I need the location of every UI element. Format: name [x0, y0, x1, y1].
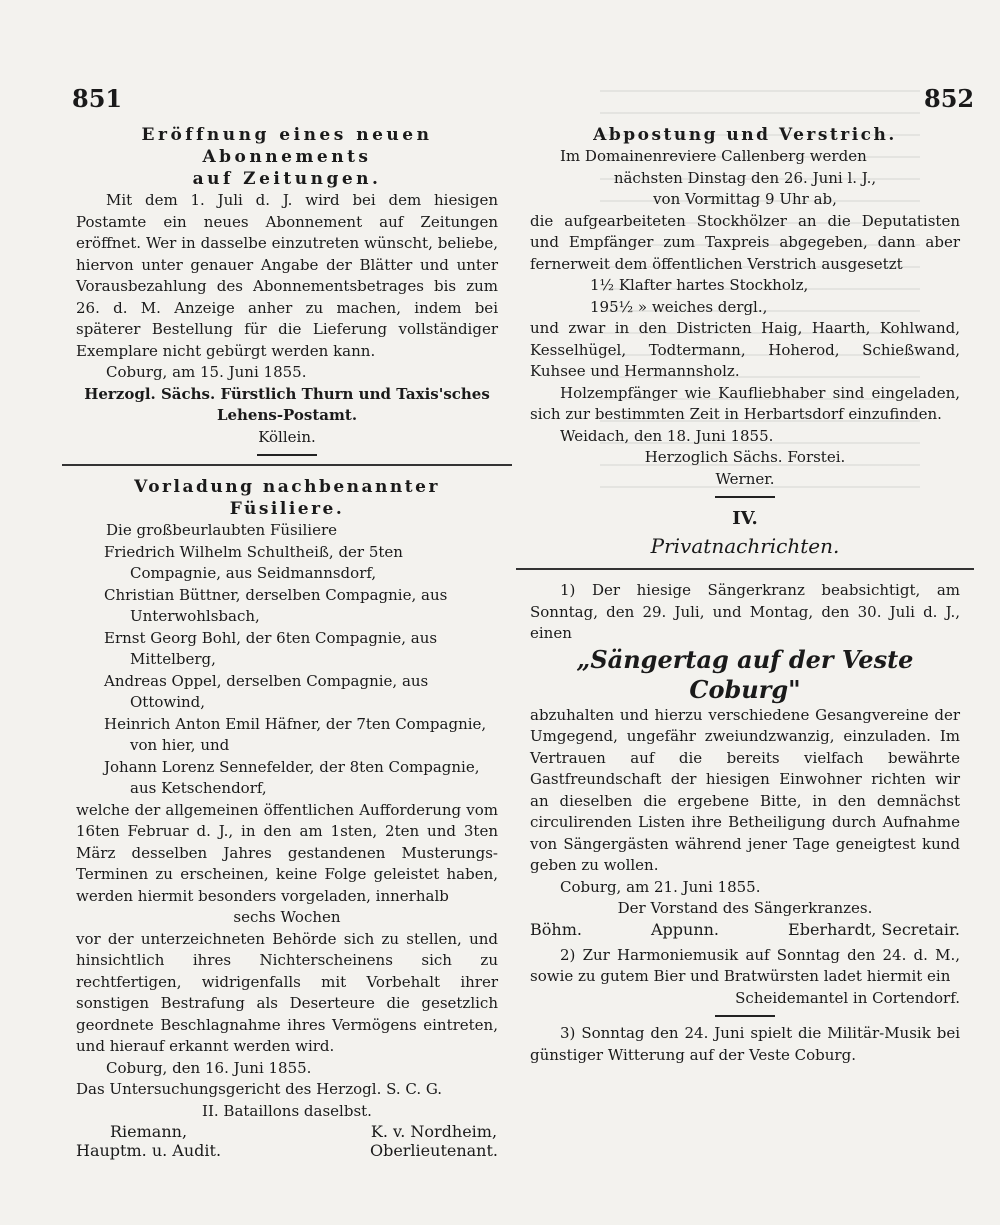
signature-right-title: Oberlieutenant. [369, 1141, 498, 1160]
summons-person: Johann Lorenz Sennefelder, der 8ten Compagnie, aus Ketschendorf, [104, 757, 480, 797]
divider-full [516, 568, 974, 570]
summons-signatures [76, 1122, 498, 1160]
summons-person: Ernst Georg Bohl, der 6ten Compagnie, aus Mittelberg, [104, 628, 438, 668]
summons-person: Friedrich Wilhelm Schultheiß, der 5ten Compagnie, aus Seidmannsdorf, [104, 542, 403, 582]
auction-date: Weidach, den 18. Juni 1855. [560, 426, 774, 445]
auction-body2: und zwar in den Districten Haig, Haarth, Kohlwand, Kesselhügel, Todtermann, Hoherod, Schießwand, Kuhsee und Hermannsholz. [530, 319, 960, 380]
notice-body: Mit dem 1. Juli d. J. wird bei dem hiesigen Postamte ein neues Abonnement auf Zeitungen eröffnet. Wer in dasselbe einzutreten wünscht, beliebe, hiervon unter genauer Angabe der Blätter und unter Vorausbezahlung des Abonnementsbetrages bis zum 26. d. M. Anzeige anher zu machen, indem bei späterer Bestellung für die Lieferung vollständiger Exemplare nicht gebürgt werden kann. [76, 191, 498, 360]
page-number-left: 851 [72, 84, 123, 113]
notice-title-line1: Eröffnung eines neuen Abonnements [141, 125, 433, 167]
summons-weeks: sechs Wochen [233, 908, 341, 926]
signature-right [370, 1122, 498, 1160]
section-title: Privatnachrichten. [650, 534, 840, 558]
divider-short [715, 1015, 775, 1017]
private-notice-1-headline: „Sängertag auf der Veste Coburg" [576, 644, 914, 704]
left-column [76, 124, 498, 1160]
summons-court-line2: II. Bataillons daselbst. [202, 1101, 372, 1120]
notice-date: Coburg, am 15. Juni 1855. [106, 363, 307, 381]
summons-person: Heinrich Anton Emil Häfner, der 7ten Compagnie, von hier, und [104, 714, 487, 754]
summons-court-line1: Das Untersuchungsgericht des Herzogl. S. C. G. [76, 1080, 443, 1098]
auction-item-1: 1½ Klafter hartes Stockholz, [590, 276, 809, 294]
auction-title: Abpostung und Verstrich. [593, 125, 897, 145]
private-notice-2: 2) Zur Harmoniemusik auf Sonntag den 24. d. M., sowie zu gutem Bier und Bratwürsten ladet hiermit ein [530, 945, 960, 985]
private-notice-1a: 1) Der hiesige Sängerkranz beabsichtigt, am Sonntag, den 29. Juli, und Montag, den 30. Juli d. J., einen [530, 581, 960, 642]
auction-line2: nächsten Dinstag den 26. Juni l. J., [613, 168, 877, 187]
auction-item-2: 195½ » weiches dergl., [590, 297, 768, 316]
summons-intro: Die großbeurlaubten Füsiliere [106, 521, 338, 539]
private-notice-1b: abzuhalten und hierzu verschiedene Gesangvereine der Umgegend, ungefähr zweiundzwanzig, einzuladen. Im Vertrauen auf die bereits vielfach bewährte Gastfreundschaft der hiesigen Einwohner richten wir an dieselben die ergebene Bitte, in den demnächst circulirenden Listen ihre Betheiligung durch Aufnahme von Sängergästen während jener Tage geneigtest kund geben zu wollen. [530, 705, 960, 874]
auction-body3: Holzempfänger wie Kaufliebhaber sind eingeladen, sich zur bestimmten Zeit in Herbartsdorf einzufinden. [530, 383, 960, 423]
private-notice-3: 3) Sonntag den 24. Juni spielt die Militär-Musik bei günstiger Witterung auf der Veste Coburg. [530, 1024, 960, 1064]
auction-line1: Im Domainenreviere Callenberg werden [560, 147, 867, 165]
section-number: IV. [732, 508, 758, 529]
summons-person: Christian Büttner, derselben Compagnie, aus Unterwohlsbach, [104, 585, 448, 625]
notice-signature-line1: Herzogl. Sächs. Fürstlich Thurn und Taxis'sches [84, 384, 490, 403]
auction-body: die aufgearbeiteten Stockhölzer an die Deputatisten und Empfänger zum Taxpreis abgegeben, dann aber fernerweit dem öffentlichen Verstrich ausgesetzt [530, 211, 960, 273]
name-entry: Appunn. [650, 919, 720, 939]
signature-left [76, 1122, 221, 1160]
summons-body1: welche der allgemeinen öffentlichen Aufforderung vom 16ten Februar d. J., in den am 1sten, 2ten und 3ten März desselben Jahres gestandenen Musterungs-Terminen zu erscheinen, keine Folge geleistet haben, werden hiermit besonders vorgeladen, innerhalb [76, 800, 498, 905]
signature-right-name: K. v. Nordheim, [370, 1122, 498, 1141]
private-notice-2-signature: Scheidemantel in Cortendorf. [735, 988, 960, 1007]
divider-short [715, 496, 775, 498]
summons-title: Vorladung nachbenannter Füsiliere. [134, 477, 440, 519]
auction-signature-name: Werner. [715, 469, 775, 488]
divider-short [257, 454, 317, 456]
name-entry: Böhm. [530, 919, 582, 939]
signature-left-name: Riemann, [109, 1122, 188, 1141]
notice-title-line2: auf Zeitungen. [192, 169, 382, 189]
summons-body2: vor der unterzeichneten Behörde sich zu stellen, und hinsichtlich ihres Nichterscheinens sich zu rechtfertigen, widrigenfalls mit Vorbehalt ihrer sonstigen Bestrafung als Deserteure die gesetzlich geordnete Beschlagnahme ihres Vermögens eintreten, und hierauf erkannt werden wird. [76, 929, 498, 1055]
auction-signature: Herzoglich Sächs. Forstei. [644, 448, 846, 466]
summons-person: Andreas Oppel, derselben Compagnie, aus Ottowind, [104, 671, 429, 711]
auction-line3: von Vormittag 9 Uhr ab, [653, 190, 837, 208]
notice-signature-name: Köllein. [258, 427, 316, 446]
private-notice-1-vorstand: Der Vorstand des Sängerkranzes. [617, 899, 873, 917]
summons-date: Coburg, den 16. Juni 1855. [106, 1058, 312, 1077]
page-number-right: 852 [924, 84, 975, 113]
right-column [530, 124, 960, 1066]
signature-left-title: Hauptm. u. Audit. [76, 1141, 222, 1160]
private-notice-1-date: Coburg, am 21. Juni 1855. [560, 877, 761, 896]
name-entry: Eberhardt, Secretair. [788, 919, 960, 939]
private-notice-1-names [530, 920, 960, 939]
notice-signature-line2: Lehens-Postamt. [216, 406, 358, 424]
divider-full [62, 464, 512, 466]
